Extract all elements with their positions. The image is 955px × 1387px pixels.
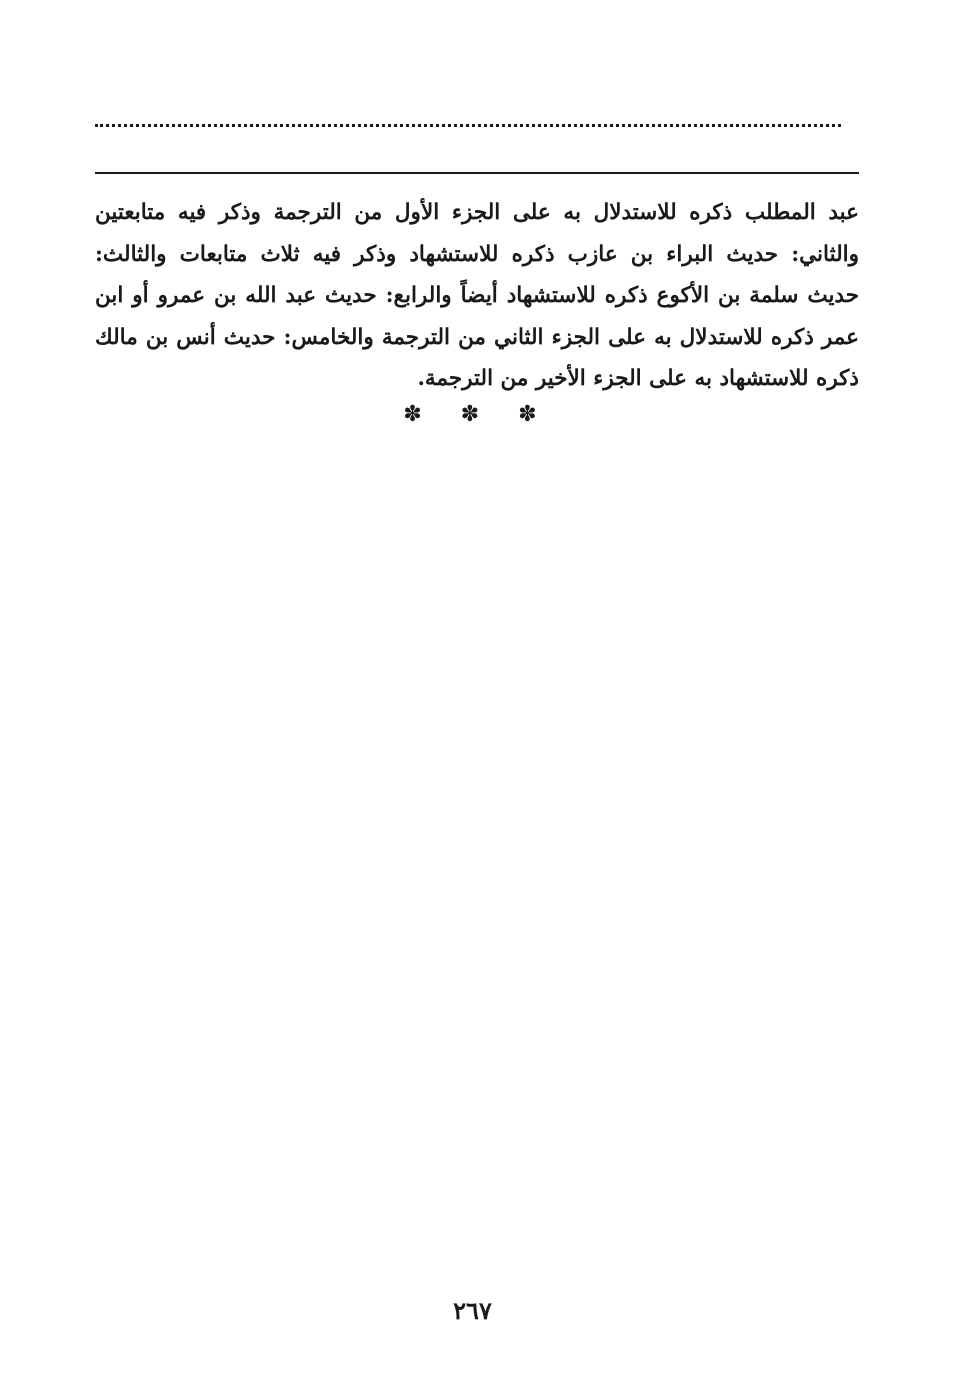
paragraph-line-3: حديث سلمة بن الأكوع ذكره للاستشهاد أيضاً والرابع: حديث عبد الله بن عمرو أو ابن: [95, 283, 859, 308]
paragraph-line-2: والثاني: حديث البراء بن عازب ذكره للاستشهاد وذكر فيه ثلاث متابعات والثالث:: [95, 241, 859, 267]
page-number: ٢٦٧: [453, 1296, 492, 1325]
dotted-separator: [95, 124, 841, 127]
paragraph: [95, 192, 859, 400]
asterism-ornament: ✽ ✽ ✽: [403, 402, 539, 427]
paragraph-line-4: عمر ذكره للاستدلال به على الجزء الثاني من الترجمة والخامس: حديث أنس بن مالك: [95, 324, 859, 350]
paragraph-line-1: عبد المطلب ذكره للاستدلال به على الجزء الأول من الترجمة وذكر فيه متابعتين: [95, 200, 859, 225]
paragraph-line-5: ذكره للاستشهاد به على الجزء الأخير من الترجمة.: [417, 366, 859, 391]
footnote-rule: [95, 172, 859, 174]
